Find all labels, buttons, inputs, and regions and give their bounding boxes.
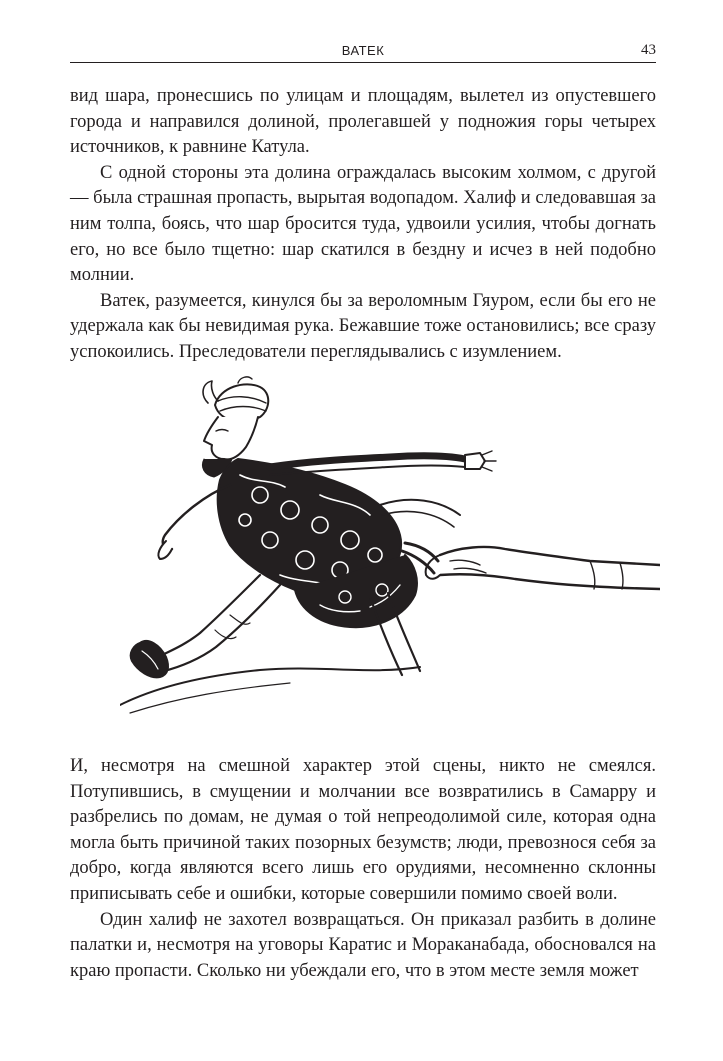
paragraph: И, несмотря на смешной характер этой сцены, никто не смеялся. Потупившись, в смущении и молчании все возвратились в Самарру и разбрелись по домам, не думая о той непреодолимой силе, которая одна могла быть причиной таких позорных безумств; люди, превознося себя за добро, когда являются всего лишь его орудиями, несомненно склонны приписывать себе и ошибки, которые совершили помимо своей воли.: [70, 756, 656, 904]
paragraph: Один халиф не захотел возвращаться. Он приказал разбить в долине палатки и, несмотря на уговоры Каратис и Мораканабада, обосновался на краю пропасти. Сколько ни убеждали его, что в этом месте земля может: [70, 909, 656, 981]
leg: [158, 575, 260, 657]
face: [204, 417, 258, 459]
text-block-bottom: [70, 754, 656, 984]
illustration-caliph-held-by-hand: [120, 375, 660, 720]
paragraph: Ватек, разумеется, кинулся бы за вероломным Гяуром, если бы его не удержала как бы невидимая рука. Бежавшие тоже остановились; все сразу успокоились. Преследователи переглядывались с изумлением.: [70, 290, 656, 362]
running-title: ВАТЕК: [341, 43, 385, 58]
turban: [203, 377, 268, 422]
paragraph: вид шара, пронесшись по улицам и площадям, вылетел из опустевшего города и направился долиной, пролегавшей у подножия горы четырех источников, к равнине Катула.: [70, 86, 656, 158]
slipper: [131, 641, 168, 677]
running-head: [70, 40, 656, 62]
paragraph: С одной стороны эта долина ограждалась высоким холмом, с другой — была страшная пропасть, вырытая водопадом. Халиф и следовавшая за ним толпа, боясь, что шар бросится туда, удвоили усилия, чтобы догнать его, но все было тщетно: шар скатился в бездну и исчез в ней подобно молнии.: [70, 162, 656, 286]
page-number: 43: [641, 42, 656, 58]
header-rule: [70, 62, 656, 63]
text-block-top: [70, 84, 656, 366]
